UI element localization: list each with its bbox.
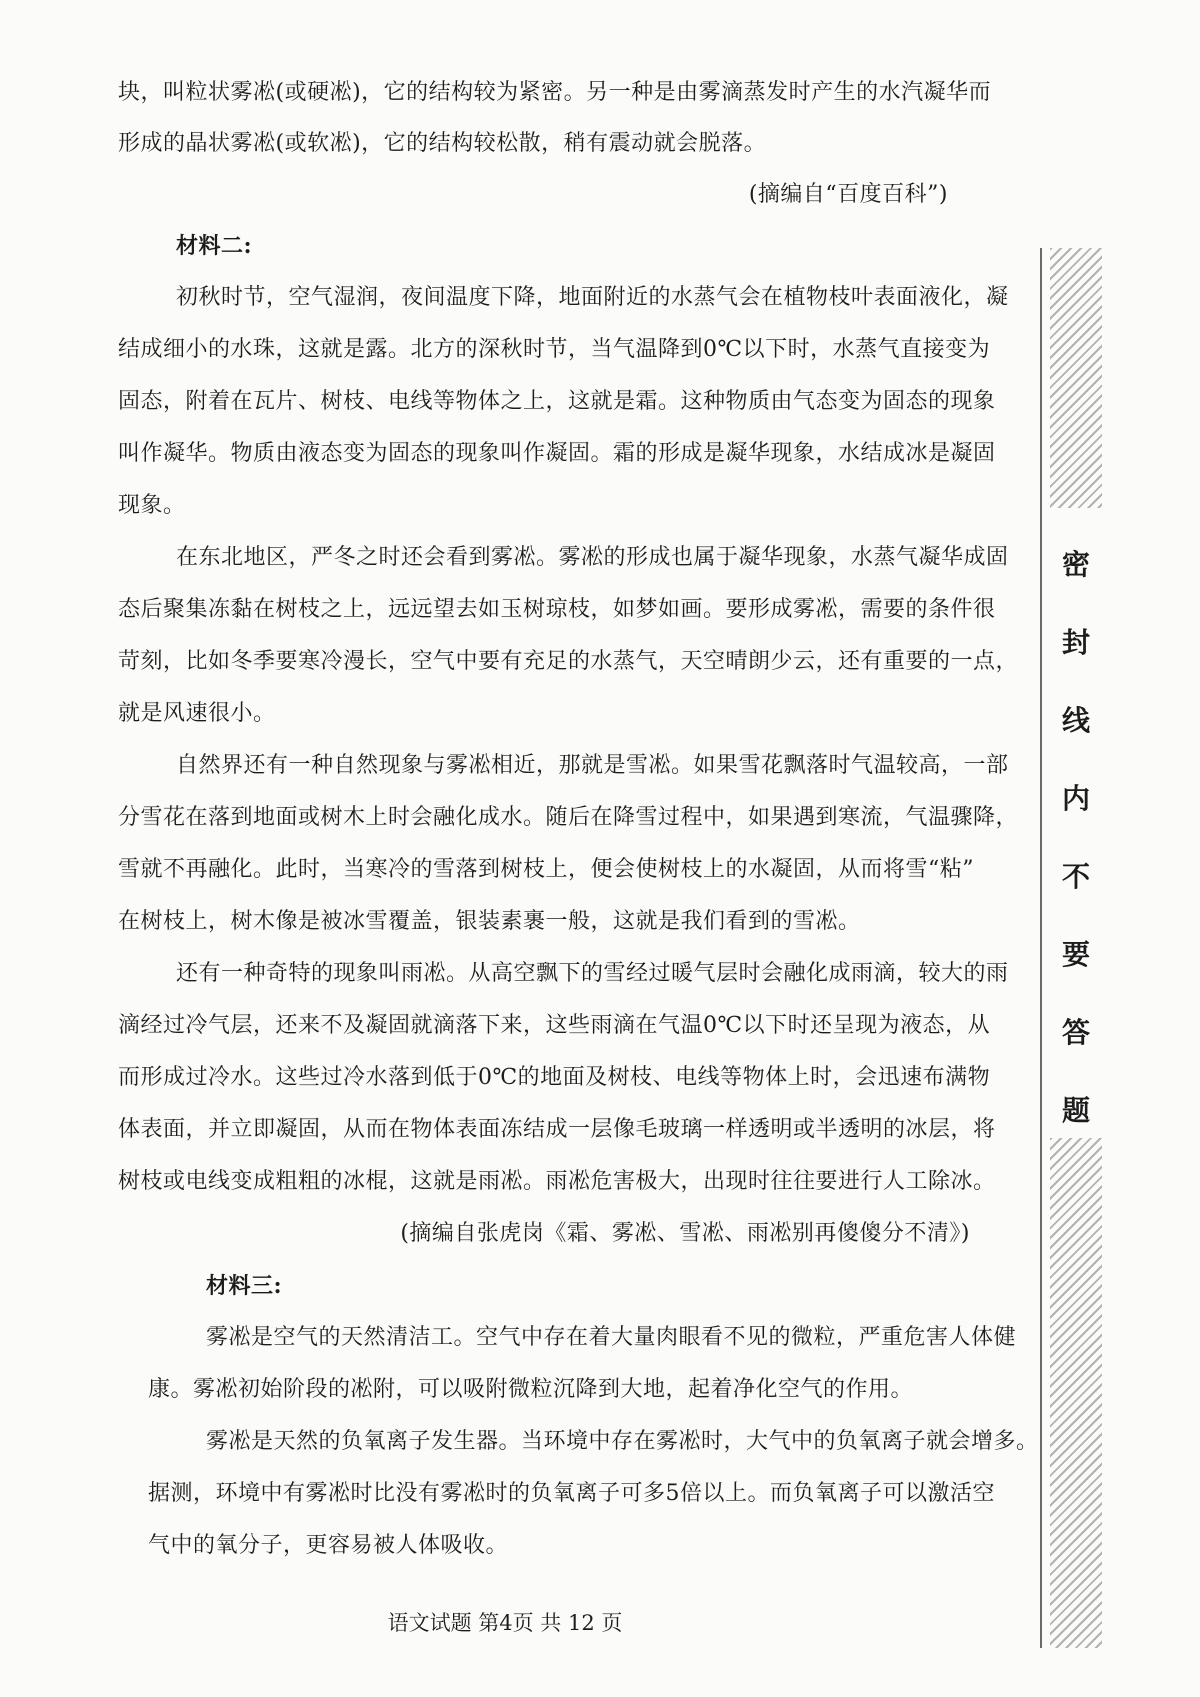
seal-char: 题 — [1061, 1094, 1090, 1127]
text-line: 块，叫粒状雾凇(或硬凇)，它的结构较为紧密。另一种是由雾滴蒸发时产生的水汽凝华而 — [118, 80, 992, 105]
source-citation: (摘编自张虎岗《霜、雾凇、雪凇、雨凇别再傻傻分不清》) — [400, 1221, 970, 1246]
text-line: 苛刻，比如冬季要寒冷漫长，空气中要有充足的水蒸气，天空晴朗少云，还有重要的一点， — [118, 649, 1019, 674]
text-line: 态后聚集冻黏在树枝之上，远远望去如玉树琼枝，如梦如画。要形成雾凇，需要的条件很 — [118, 597, 996, 622]
seal-char: 线 — [1061, 704, 1090, 737]
text-line: 自然界还有一种自然现象与雾凇相近，那就是雪凇。如果雪花飘落时气温较高，一部 — [176, 753, 1009, 778]
text-line: 叫作凝华。物质由液态变为固态的现象叫作凝固。霜的形成是凝华现象，水结成冰是凝固 — [118, 441, 996, 466]
text-line: 初秋时节，空气湿润，夜间温度下降，地面附近的水蒸气会在植物枝叶表面液化，凝 — [176, 285, 1009, 310]
seal-char: 不 — [1061, 860, 1090, 893]
text-line: 在树枝上，树木像是被冰雪覆盖，银装素裹一般，这就是我们看到的雪凇。 — [118, 909, 861, 934]
seal-char: 封 — [1061, 626, 1090, 659]
text-line: 雾凇是空气的天然清洁工。空气中存在着大量肉眼看不见的微粒，严重危害人体健 — [206, 1325, 1017, 1350]
source-citation: (摘编自“百度百科”) — [748, 182, 948, 207]
hatch-pattern-bottom — [1050, 1138, 1102, 1648]
text-line: 就是风速很小。 — [118, 701, 276, 726]
section-heading: 材料二: — [176, 233, 253, 259]
text-line: 气中的氧分子，更容易被人体吸收。 — [148, 1533, 509, 1558]
seal-char: 要 — [1061, 938, 1090, 971]
hatch-pattern-top — [1050, 248, 1102, 508]
text-line: 滴经过冷气层，还来不及凝固就滴落下来，这些雨滴在气温0℃以下时还呈现为液态，从 — [118, 1013, 991, 1038]
text-line: 在东北地区，严冬之时还会看到雾凇。雾凇的形成也属于凝华现象，水蒸气凝华成固 — [176, 545, 1009, 570]
text-line: 雪就不再融化。此时，当寒冷的雪落到树枝上，便会使树枝上的水凝固，从而将雪“粘” — [118, 857, 974, 882]
page-footer: 语文试题 第4页 共 12 页 — [387, 1611, 623, 1635]
text-line: 树枝或电线变成粗粗的冰棍，这就是雨凇。雨凇危害极大，出现时往往要进行人工除冰。 — [118, 1169, 996, 1194]
text-line: 还有一种奇特的现象叫雨凇。从高空飘下的雪经过暖气层时会融化成雨滴，较大的雨 — [176, 961, 1009, 986]
text-line: 而形成过冷水。这些过冷水落到低于0℃的地面及树枝、电线等物体上时，会迅速布满物 — [118, 1065, 991, 1090]
text-line: 雾凇是天然的负氧离子发生器。当环境中存在雾凇时，大气中的负氧离子就会增多。 — [206, 1429, 1039, 1454]
text-line: 分雪花在落到地面或树木上时会融化成水。随后在降雪过程中，如果遇到寒流，气温骤降， — [118, 805, 1019, 830]
text-line: 现象。 — [118, 493, 186, 518]
text-line: 结成细小的水珠，这就是露。北方的深秋时节，当气温降到0℃以下时，水蒸气直接变为 — [118, 337, 991, 362]
text-line: 据测，环境中有雾凇时比没有雾凇时的负氧离子可多5倍以上。而负氧离子可以激活空 — [148, 1481, 995, 1506]
text-line: 固态，附着在瓦片、树枝、电线等物体之上，这就是霜。这种物质由气态变为固态的现象 — [118, 389, 996, 414]
seal-char: 内 — [1061, 782, 1090, 815]
text-line: 体表面，并立即凝固，从而在物体表面冻结成一层像毛玻璃一样透明或半透明的冰层，将 — [118, 1117, 996, 1142]
seal-char: 密 — [1061, 548, 1090, 581]
text-line: 康。雾凇初始阶段的凇附，可以吸附微粒沉降到大地，起着净化空气的作用。 — [148, 1377, 914, 1402]
section-heading: 材料三: — [206, 1273, 283, 1299]
text-line: 形成的晶状雾凇(或软凇)，它的结构较松散，稍有震动就会脱落。 — [118, 131, 767, 156]
seal-char: 答 — [1061, 1016, 1090, 1049]
